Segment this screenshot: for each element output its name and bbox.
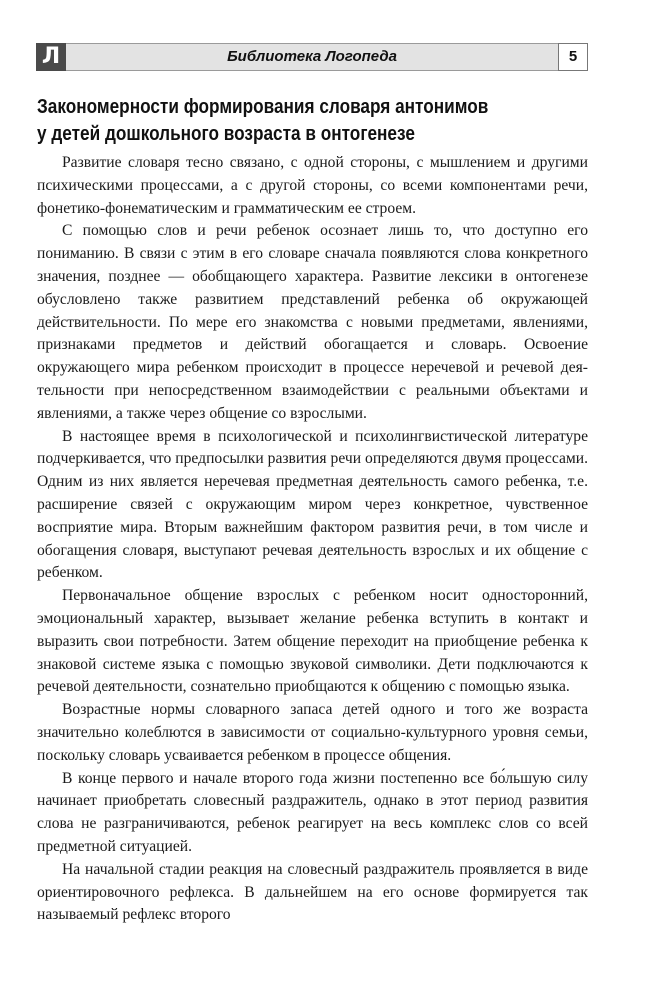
- page-number: 5: [558, 43, 588, 71]
- paragraph: На начальной стадии реакция на словесный раздражитель проявляется в виде ориентировочного рефлекса. В дальнейшем на его основе формируется так называемый рефлекс второго: [37, 860, 588, 924]
- article-title-line-1: Закономерности формирования словаря антонимов: [37, 96, 489, 118]
- running-header: [36, 43, 588, 71]
- header-band: [66, 43, 558, 71]
- series-logo: Л: [36, 43, 66, 71]
- paragraph: В настоящее время в психологической и психолингвистической литературе подчеркивается, что предпосылки развития речи определяются двумя процессами. Одним из них является неречевая предметная деятельность самого ребенка, т.е. расширение связей с окружающим миром через конкретное, чувственное восприятие мира. Вторым важнейшим фактором развития речи, в том числе и обогащения словаря, выступают речевая деятельность взрослых и их общение с ребенком.: [37, 427, 588, 582]
- series-title: Библиотека Логопеда: [227, 48, 397, 65]
- article-title: [37, 94, 519, 148]
- article-title-line-2: у детей дошкольного возраста в онтогенезе: [37, 123, 415, 145]
- paragraph: С помощью слов и речи ребенок осознает лишь то, что доступно его пониманию. В связи с этим в его словаре сначала появляются слова конкретного значения, позднее — обобщающего характера. Развитие лексики в онтогенезе обусловлено также развитием представлений ребенка об окружающей действительности. По мере его знакомства с новыми предметами, явлениями, признаками предметов и действий обогащается и словарь. Освоение окружающего мира ребенком происходит в процессе неречевой и речевой деятельности при непосредственном взаимодействии с реальными объектами и явлениями, а также через общение со взрослыми.: [37, 222, 588, 422]
- article-body: [37, 152, 588, 927]
- paragraph: Возрастные нормы словарного запаса детей одного и того же возраста значительно колеблются в зависимости от социально-культурного уровня семьи, поскольку словарь усваивается ребенком в процессе общения.: [37, 701, 588, 764]
- paragraph: Первоначальное общение взрослых с ребенком носит односторонний, эмоциональный характер, вызывает желание ребенка вступить в контакт и выразить свои потребности. Затем общение переходит на приобщение ребенка к знаковой системе языка с помощью звуковой символики. Дети подключаются к речевой деятельности, сознательно приобщаются к общению с помощью языка.: [37, 587, 588, 696]
- paragraph: Развитие словаря тесно связано, с одной стороны, с мышлением и другими психическими процессами, а с другой стороны, со всеми компонентами речи, фонетико-фонематическим и грамматическим ее строем.: [37, 154, 588, 217]
- paragraph: В конце первого и начале второго года жизни постепенно все бо́льшую силу начинает приобретать словесный раздражитель, однако в этот период развития слова не разграничиваются, ребенок реагирует на весь комплекс слов со всей предметной ситуацией.: [37, 769, 588, 855]
